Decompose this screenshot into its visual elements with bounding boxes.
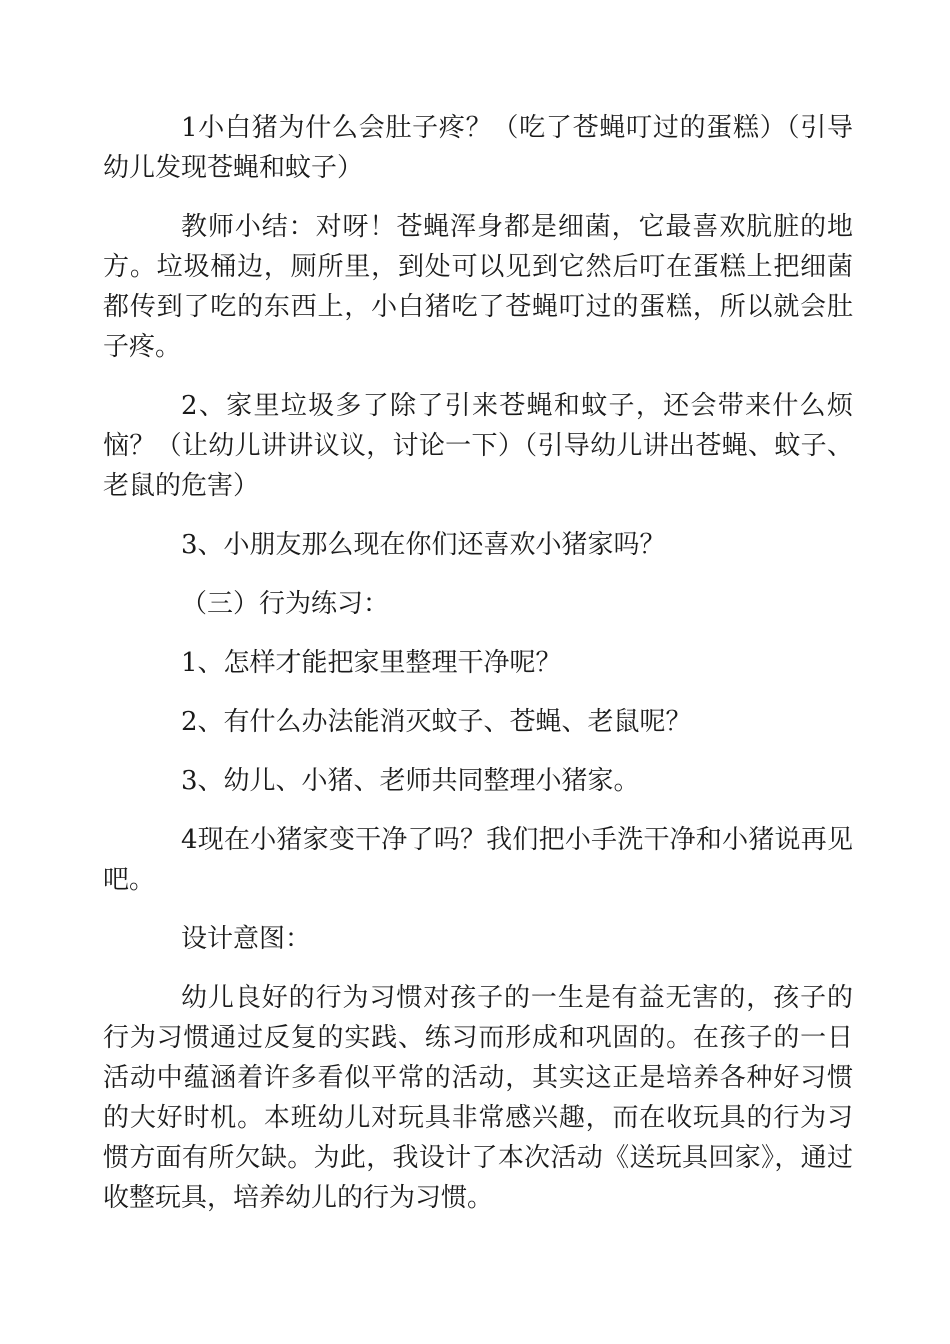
paragraph-q2-garbage-troubles: 2、家里垃圾多了除了引来苍蝇和蚊子，还会带来什么烦恼？（让幼儿讲讲议议，讨论一下）（引导幼儿讲出苍蝇、蚊子、老鼠的危害） (103, 391, 853, 501)
section-heading-behavior-practice: （三）行为练习： (181, 589, 390, 619)
paragraph-teacher-summary: 教师小结：对呀！苍蝇浑身都是细菌，它最喜欢肮脏的地方。垃圾桶边，厕所里，到处可以见到它然后叮在蛋糕上把细菌都传到了吃的东西上，小白猪吃了苍蝇叮过的蛋糕，所以就会肚子疼。 (103, 212, 853, 362)
paragraph-practice-4: 4现在小猪家变干净了吗？我们把小手洗干净和小猪说再见吧。 (103, 825, 853, 895)
document-page (103, 108, 853, 1218)
paragraph-q3-like-piggy-home: 3、小朋友那么现在你们还喜欢小猪家吗？ (181, 530, 666, 560)
heading-design-intent: 设计意图： (181, 924, 312, 954)
paragraph-practice-3: 3、幼儿、小猪、老师共同整理小猪家。 (181, 766, 640, 796)
paragraph-design-intent-body: 幼儿良好的行为习惯对孩子的一生是有益无害的，孩子的行为习惯通过反复的实践、练习而形成和巩固的。在孩子的一日活动中蕴涵着许多看似平常的活动，其实这正是培养各种好习惯的大好时机。本班幼儿对玩具非常感兴趣，而在收玩具的行为习惯方面有所欠缺。为此，我设计了本次活动《送玩具回家》，通过收整玩具，培养幼儿的行为习惯。 (103, 983, 853, 1213)
paragraph-practice-1: 1、怎样才能把家里整理干净呢？ (181, 648, 562, 678)
paragraph-q1-stomachache: 1小白猪为什么会肚子疼？（吃了苍蝇叮过的蛋糕）（引导幼儿发现苍蝇和蚊子） (103, 113, 853, 183)
paragraph-practice-2: 2、有什么办法能消灭蚊子、苍蝇、老鼠呢？ (181, 707, 692, 737)
